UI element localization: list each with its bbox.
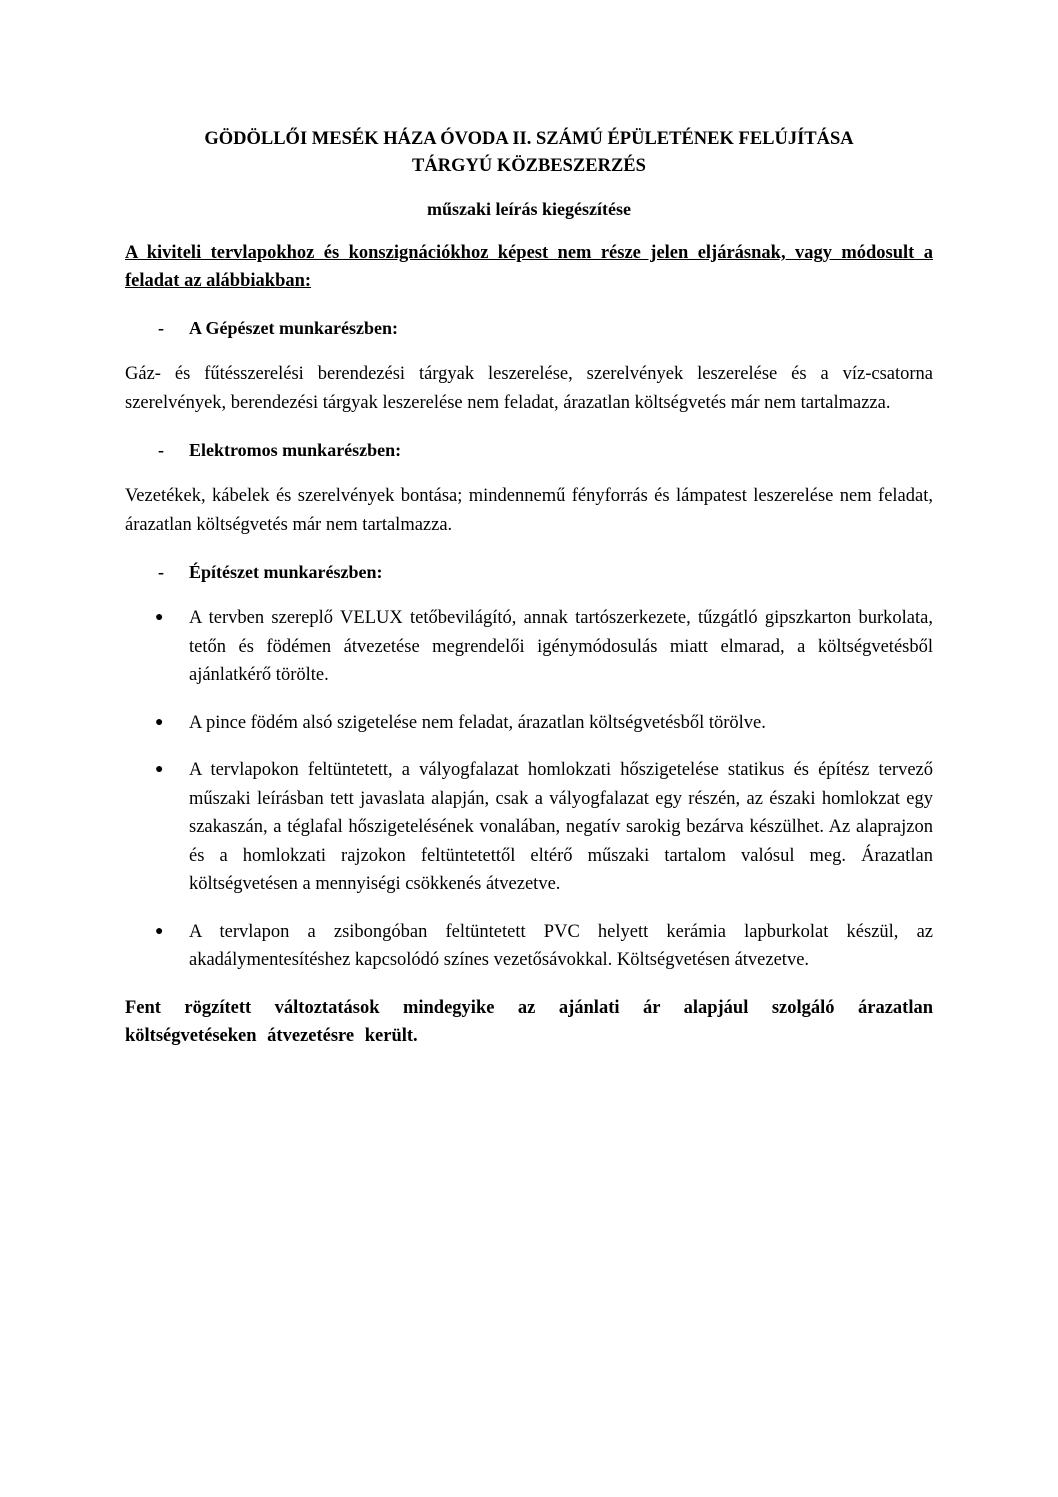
section-paragraph-mechanical: Gáz- és fűtésszerelési berendezési tárgyak leszerelése, szerelvények leszerelése és a víz-csatorna szerelvények, berendezési tárgyak leszerelése nem feladat, árazatlan költségvetés már nem tartalmazza.	[125, 364, 933, 413]
list-item-text: A tervlapon a zsibongóban feltüntetett PVC helyett kerámia lapburkolat készül, az akadálymentesítéshez kapcsolódó színes vezetősávokkal. Költségvetésen átvezetve.	[189, 921, 933, 970]
bullet-icon: ●	[155, 714, 164, 730]
list-item-text: A pince födém alsó szigetelése nem feladat, árazatlan költségvetésből törölve.	[189, 712, 766, 733]
document-subtitle: műszaki leírás kiegészítése	[427, 199, 631, 219]
section-heading-electrical	[125, 437, 933, 463]
title-line-2: TÁRGYÚ KÖZBESZERZÉS	[412, 156, 646, 176]
bullet-icon: ●	[155, 610, 164, 625]
document-title	[125, 126, 933, 180]
dash-marker: -	[158, 562, 164, 582]
list-item	[125, 604, 933, 690]
architecture-bullet-list	[125, 604, 933, 975]
intro-statement: A kiviteli tervlapokhoz és konszignációkhoz képest nem része jelen eljárásnak, vagy módosult a feladat az alábbiakban:	[125, 243, 933, 291]
bullet-icon: ●	[155, 923, 164, 939]
closing-statement: Fent rögzített változtatások mindegyike az ajánlati ár alapjául szolgáló árazatlan költségvetéseken átvezetésre került.	[125, 997, 933, 1046]
list-item	[125, 709, 933, 738]
dash-marker: -	[158, 440, 164, 460]
section-paragraph-electrical: Vezetékek, kábelek és szerelvények bontása; mindennemű fényforrás és lámpatest leszerelése nem feladat, árazatlan költségvetés már nem tartalmazza.	[125, 486, 933, 535]
list-item	[125, 918, 933, 975]
list-item-text: A tervlapokon feltüntetett, a vályogfalazat homlokzati hőszigetelése statikus és építész tervező műszaki leírásban tett javaslata alapján, csak a vályogfalazat egy részén, az északi homlokzat egy szakaszán, a téglafal hőszigetelésének vonalában, negatív sarokig bezárva készülhet. Az alaprajzon és a homlokzati rajzokon feltüntetettől eltérő műszaki tartalom valósul meg. Árazatlan költségvetésen a mennyiségi csökkenés átvezetve.	[189, 760, 933, 894]
dash-marker: -	[158, 318, 164, 338]
section-heading-text: Elektromos munkarészben:	[189, 440, 402, 460]
page-content	[125, 126, 933, 1051]
title-line-1: GÖDÖLLŐI MESÉK HÁZA ÓVODA II. SZÁMÚ ÉPÜLETÉNEK FELÚJÍTÁSA	[204, 129, 854, 149]
list-item	[125, 756, 933, 899]
list-item-text: A tervben szereplő VELUX tetőbevilágító, annak tartószerkezete, tűzgátló gipszkarton burkolata, tetőn és födémen átvezetése megrendelői igénymódosulás miatt elmarad, a költségvetésből ajánlatkérő törölte.	[189, 608, 933, 685]
section-heading-mechanical	[125, 315, 933, 341]
section-heading-text: Építészet munkarészben:	[189, 562, 383, 582]
section-heading-text: A Gépészet munkarészben:	[189, 318, 398, 338]
bullet-icon: ●	[155, 762, 164, 777]
section-heading-architecture	[125, 559, 933, 585]
